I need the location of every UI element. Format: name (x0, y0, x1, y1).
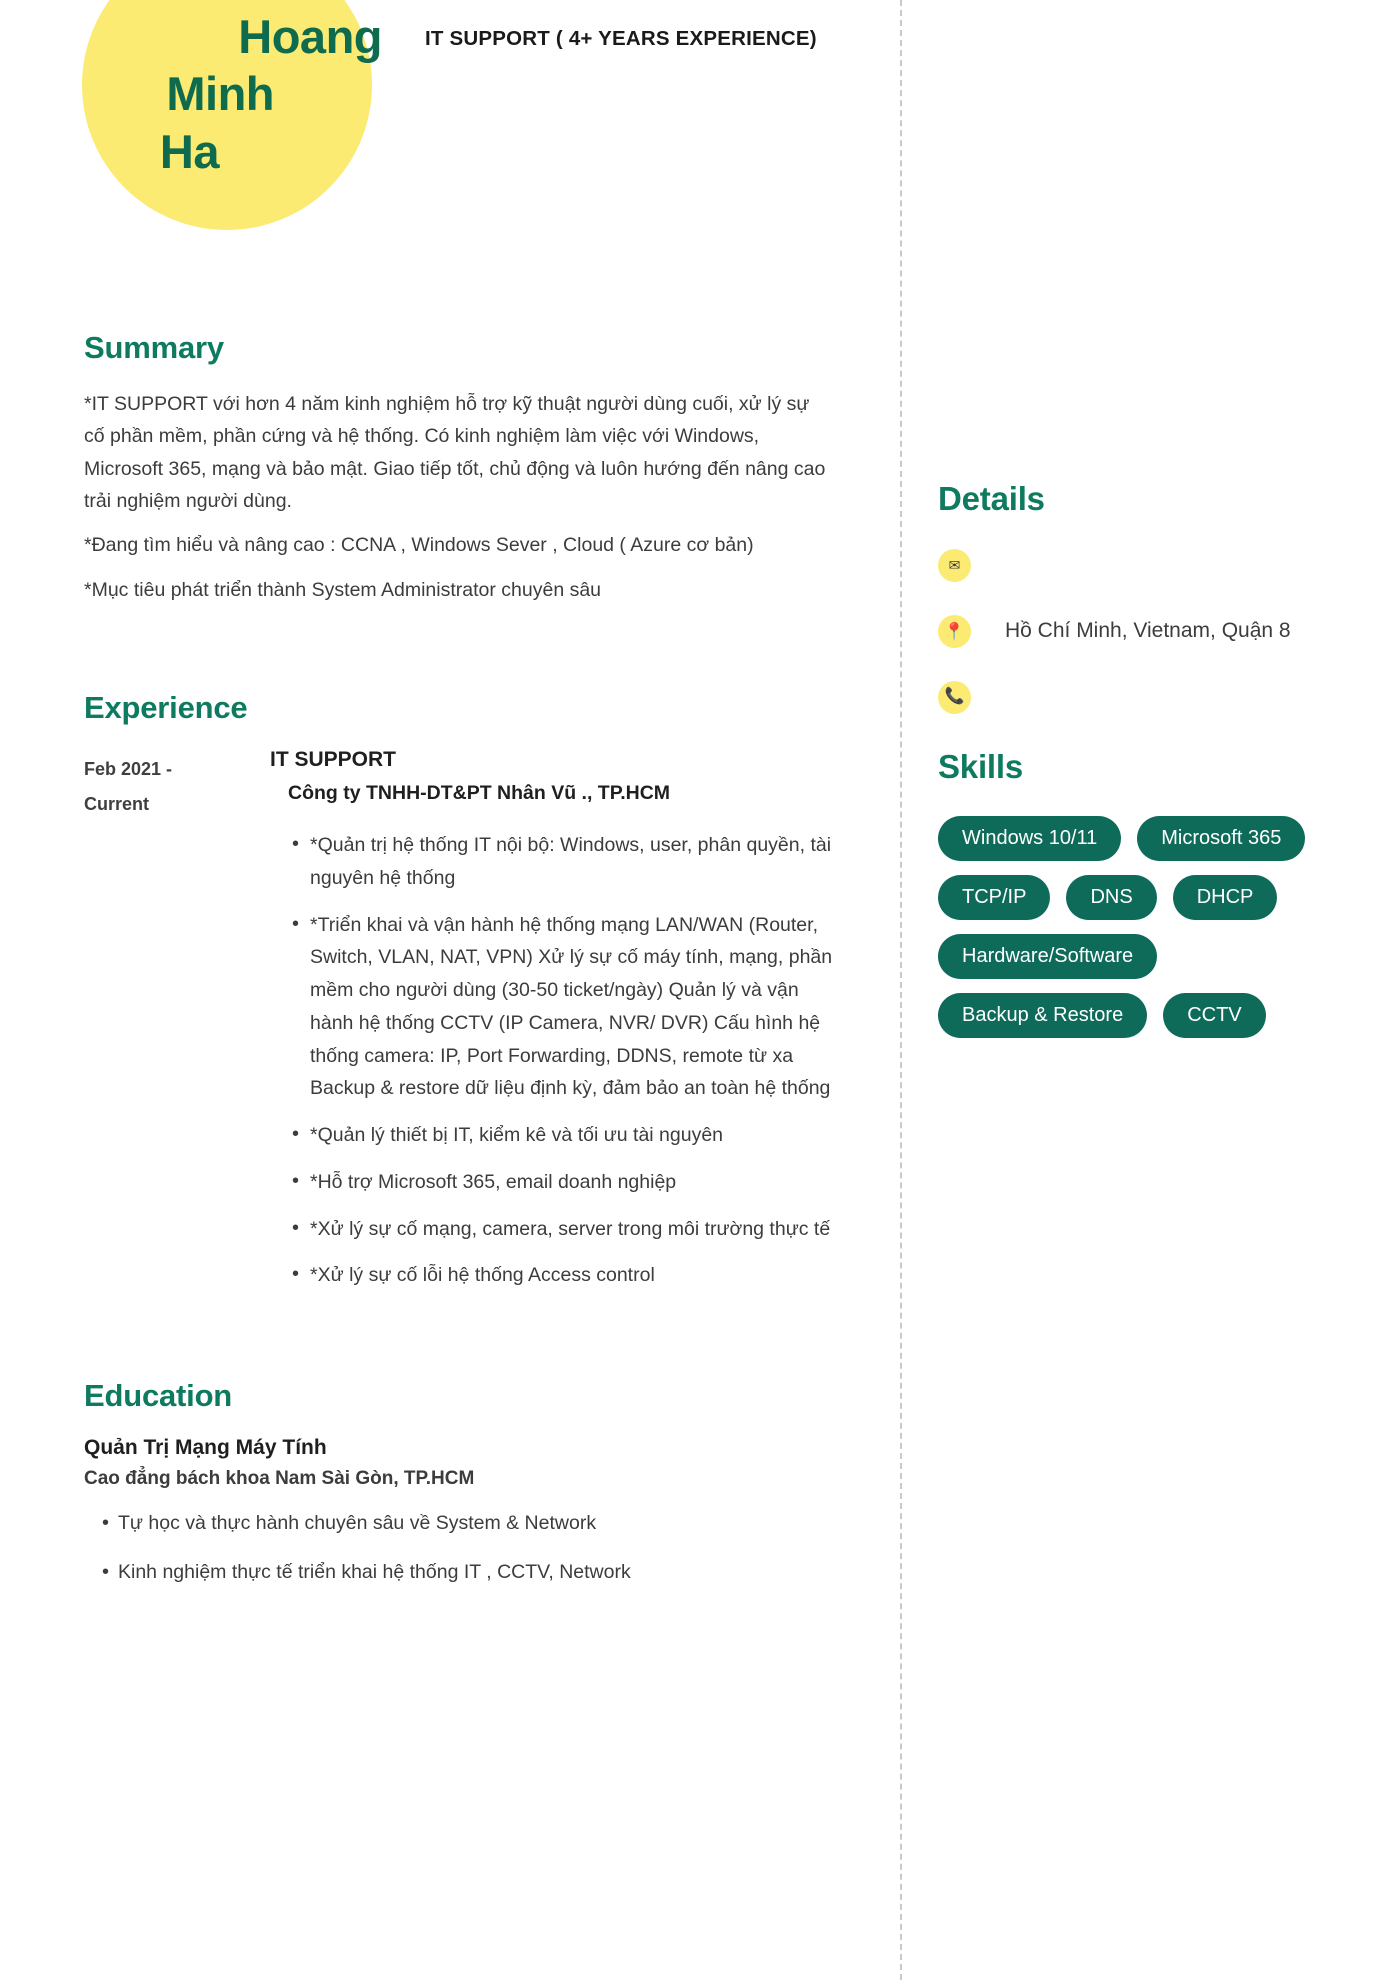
experience-company: Công ty TNHH-DT&PT Nhân Vũ ., TP.HCM (288, 782, 671, 805)
list-item: • Kinh nghiệm thực tế triển khai hệ thống IT , CCTV, Network (102, 1557, 844, 1588)
education-bullets (84, 1508, 844, 1588)
skills-tag-list (938, 816, 1358, 1038)
name-line-2: Minh (166, 67, 274, 121)
experience-body (270, 748, 844, 1306)
summary-section (84, 330, 844, 606)
experience-entry (84, 748, 844, 1306)
experience-date-start: Feb 2021 - (84, 759, 173, 780)
list-item: • *Triển khai và vận hành hệ thống mạng LAN/WAN (Router, Switch, VLAN, NAT, VPN) Xử lý sự cố máy tính, mạng, phần mềm cho người dùng (30-50 ticket/ngày) Quản lý và vận hành hệ thống CCTV (IP Camera, NVR/ DVR) Cấu hình hệ thống camera: IP, Port Forwarding, DDNS, remote từ xa Backup & restore dữ liệu định kỳ, đảm bảo an toàn hệ thống (292, 909, 837, 1106)
envelope-icon: ✉ (938, 549, 971, 582)
list-item: • Tự học và thực hành chuyên sâu về System & Network (102, 1508, 844, 1539)
skills-title: Skills (938, 748, 1024, 785)
list-item: • *Quản lý thiết bị IT, kiểm kê và tối ưu tài nguyên (292, 1119, 837, 1152)
experience-dates (84, 748, 270, 822)
main-column (84, 330, 844, 1607)
name-line-1: Hoang (238, 10, 382, 63)
detail-location-value: Hồ Chí Minh, Vietnam, Quận 8 (1005, 619, 1291, 643)
section-spacer (84, 618, 844, 690)
job-title: IT SUPPORT ( 4+ YEARS EXPERIENCE) (425, 27, 817, 50)
details-section (938, 480, 1358, 714)
experience-section (84, 690, 844, 1306)
name-line-3: Ha (159, 124, 219, 178)
experience-date-end: Current (84, 794, 150, 815)
experience-role: IT SUPPORT (270, 748, 397, 772)
skills-section (938, 748, 1358, 1038)
column-divider (900, 0, 902, 1980)
summary-title: Summary (84, 330, 224, 365)
location-pin-icon: 📍 (938, 615, 971, 648)
skill-tag: Backup & Restore (938, 993, 1147, 1038)
skill-tag: Windows 10/11 (938, 816, 1121, 861)
summary-paragraph: *Mục tiêu phát triển thành System Administrator chuyên sâu (84, 578, 602, 601)
education-degree: Quản Trị Mạng Máy Tính (84, 1436, 327, 1460)
skill-tag: DHCP (1173, 875, 1278, 920)
experience-title: Experience (84, 690, 248, 726)
section-spacer (84, 1306, 844, 1378)
details-title: Details (938, 480, 1045, 517)
resume-header (0, 0, 1400, 230)
education-title: Education (84, 1378, 233, 1414)
phone-icon: 📞 (938, 681, 971, 714)
skill-tag: Microsoft 365 (1137, 816, 1305, 861)
candidate-name (0, 0, 420, 180)
education-school: Cao đẳng bách khoa Nam Sài Gòn, TP.HCM (84, 1468, 475, 1490)
summary-paragraph: *IT SUPPORT với hơn 4 năm kinh nghiệm hỗ trợ kỹ thuật người dùng cuối, xử lý sự cố phần mềm, phần cứng và hệ thống. Có kinh nghiệm làm việc với Windows, Microsoft 365, mạng và bảo mật. Giao tiếp tốt, chủ động và luôn hướng đến nâng cao trải nghiệm người dùng. (84, 393, 826, 513)
experience-bullets (270, 829, 844, 1292)
list-item: • *Hỗ trợ Microsoft 365, email doanh nghiệp (292, 1166, 837, 1199)
skill-tag: DNS (1066, 875, 1156, 920)
summary-paragraph: *Đang tìm hiểu và nâng cao : CCNA , Windows Sever , Cloud ( Azure cơ bản) (84, 534, 754, 557)
sidebar-column (938, 480, 1358, 1038)
education-section (84, 1378, 844, 1588)
skill-tag: TCP/IP (938, 875, 1050, 920)
list-item: • *Quản trị hệ thống IT nội bộ: Windows, user, phân quyền, tài nguyên hệ thống (292, 829, 837, 895)
list-item: • *Xử lý sự cố mạng, camera, server trong môi trường thực tế (292, 1213, 837, 1246)
list-item: • *Xử lý sự cố lỗi hệ thống Access control (292, 1259, 837, 1292)
skill-tag: Hardware/Software (938, 934, 1157, 979)
skill-tag: CCTV (1163, 993, 1265, 1038)
detail-row-email (938, 548, 1358, 582)
detail-row-location (938, 614, 1358, 648)
detail-row-phone (938, 680, 1358, 714)
